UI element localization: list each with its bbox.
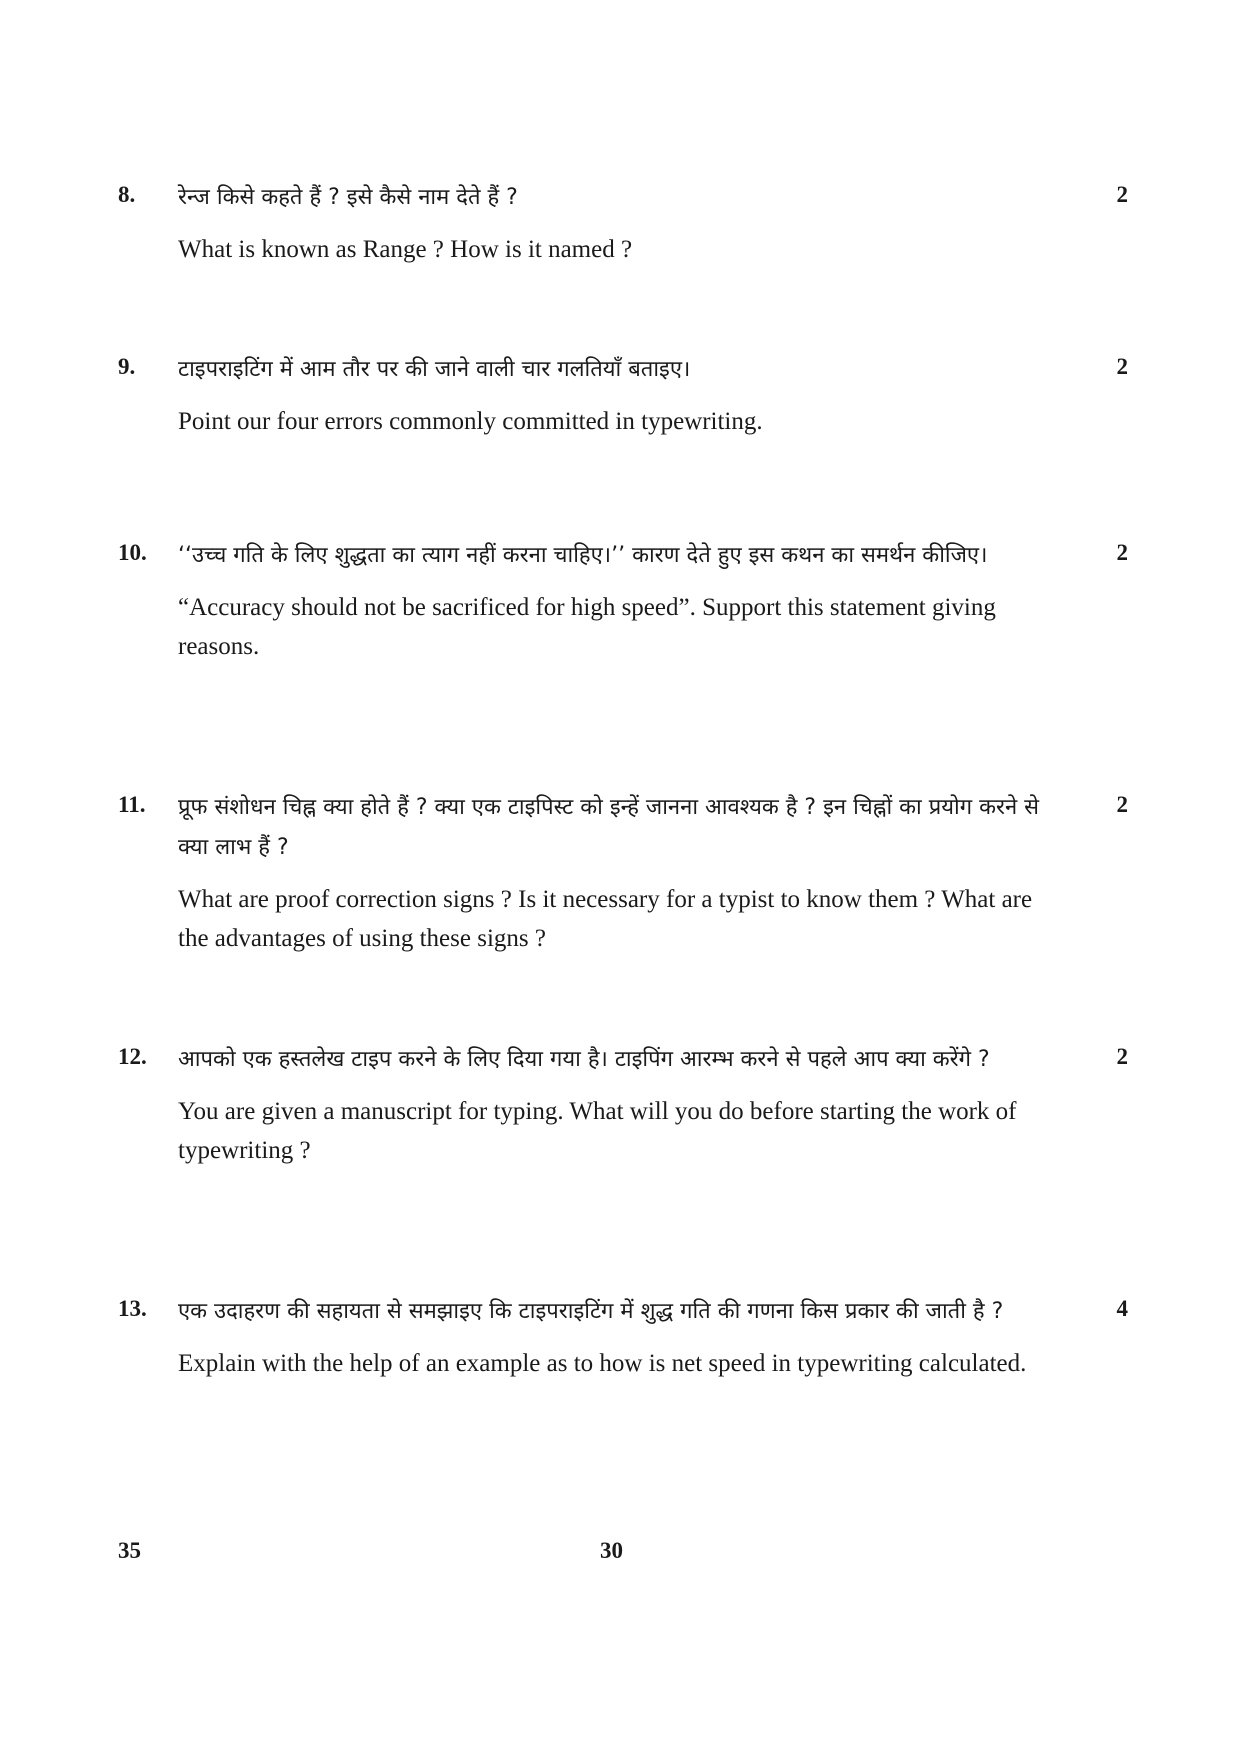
- question-marks: 2: [1116, 354, 1128, 379]
- question-number: 13.: [118, 1296, 147, 1321]
- question-number: 8.: [118, 182, 136, 207]
- question-marks: 2: [1116, 1044, 1128, 1069]
- question-12: [118, 1040, 1128, 1170]
- question-text-english: “Accuracy should not be sacrificed for high speed”. Support this statement giving reasons.: [178, 594, 996, 660]
- page-number: 30: [600, 1538, 623, 1563]
- question-10: [118, 536, 1128, 666]
- question-marks: 4: [1116, 1296, 1128, 1321]
- question-11: [118, 788, 1128, 958]
- question-marks: 2: [1116, 540, 1128, 565]
- question-text-hindi: आपको एक हस्तलेख टाइप करने के लिए दिया गया है। टाइपिंग आरम्भ करने से पहले आप क्या करेंगे ?: [178, 1047, 990, 1072]
- question-text-english: What is known as Range ? How is it named ?: [178, 236, 633, 263]
- question-text-english: What are proof correction signs ? Is it necessary for a typist to know them ? What are the advantages of using these signs ?: [178, 886, 1033, 952]
- question-text-hindi: टाइपराइटिंग में आम तौर पर की जाने वाली चार गलतियाँ बताइए।: [178, 357, 691, 382]
- question-text-hindi: ‘‘उच्च गति के लिए शुद्धता का त्याग नहीं करना चाहिए।’’ कारण देते हुए इस कथन का समर्थन कीजिए।: [178, 543, 988, 568]
- question-text-hindi: रेन्ज किसे कहते हैं ? इसे कैसे नाम देते हैं ?: [178, 185, 518, 210]
- question-number: 9.: [118, 354, 136, 379]
- question-number: 12.: [118, 1044, 147, 1069]
- question-marks: 2: [1116, 792, 1128, 817]
- question-text-hindi: प्रूफ संशोधन चिह्न क्या होते हैं ? क्या एक टाइपिस्ट को इन्हें जानना आवश्यक है ? इन चिह्नों का प्रयोग करने से क्या लाभ हैं ?: [178, 795, 1040, 860]
- question-text-english: Explain with the help of an example as to how is net speed in typewriting calculated.: [178, 1350, 1027, 1377]
- question-8: [118, 178, 1128, 269]
- question-9: [118, 350, 1128, 441]
- question-text-english: Point our four errors commonly committed in typewriting.: [178, 408, 763, 435]
- question-13: [118, 1292, 1128, 1383]
- question-marks: 2: [1116, 182, 1128, 207]
- question-number: 11.: [118, 792, 146, 817]
- question-text-hindi: एक उदाहरण की सहायता से समझाइए कि टाइपराइटिंग में शुद्ध गति की गणना किस प्रकार की जाती है ?: [178, 1299, 1004, 1324]
- question-text-english: You are given a manuscript for typing. What will you do before starting the work of typewriting ?: [178, 1098, 1017, 1164]
- paper-code: 35: [118, 1538, 141, 1563]
- question-number: 10.: [118, 540, 147, 565]
